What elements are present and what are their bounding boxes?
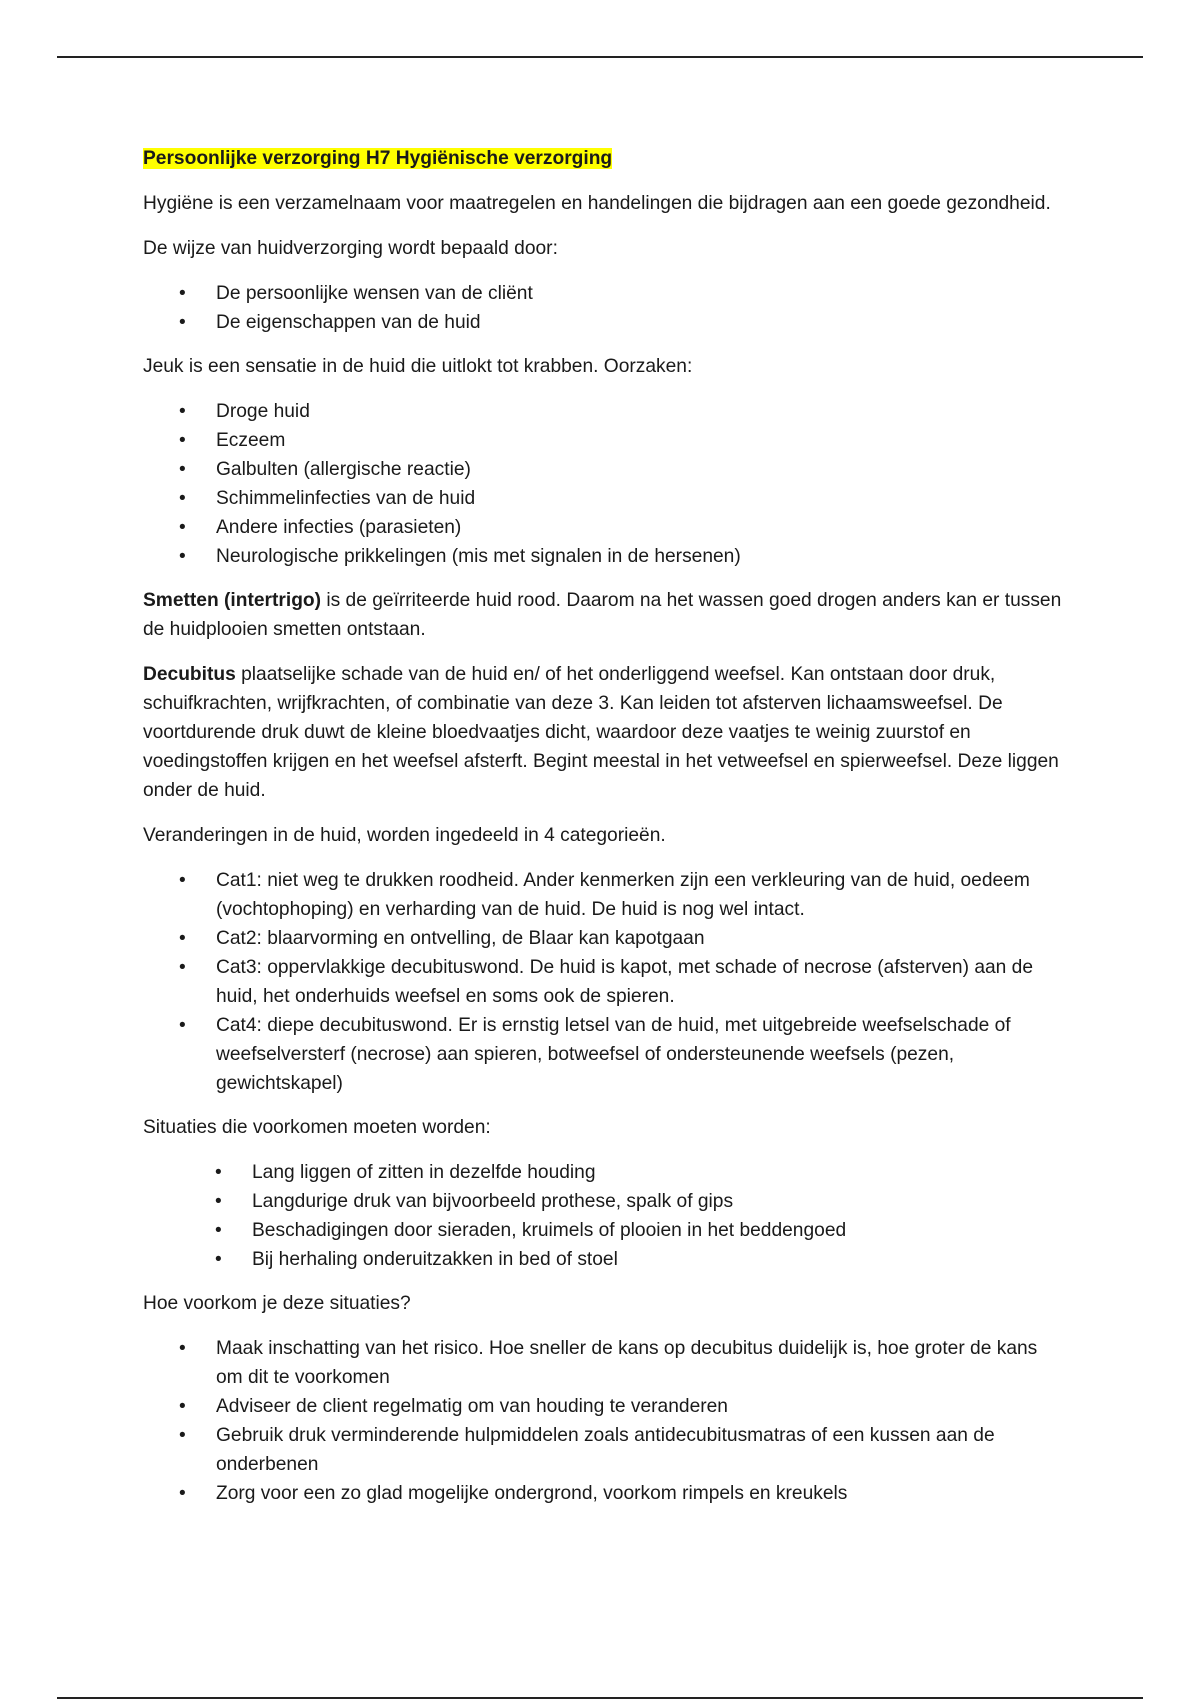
list-item: • Droge huid xyxy=(143,397,1063,426)
list-item: • De eigenschappen van de huid xyxy=(143,308,1063,337)
skincare-list xyxy=(143,279,1063,337)
document-title xyxy=(143,144,1063,173)
decubitus-term: Decubitus xyxy=(143,664,236,685)
itch-causes-list xyxy=(143,397,1063,571)
categories-list xyxy=(143,866,1063,1098)
avoid-heading: Situaties die voorkomen moeten worden: xyxy=(143,1117,491,1138)
list-item: • Schimmelinfecties van de huid xyxy=(143,484,1063,513)
list-item: • Adviseer de client regelmatig om van houding te veranderen xyxy=(143,1392,1063,1421)
document-body xyxy=(143,144,1063,1523)
title-highlight: Persoonlijke verzorging H7 Hygiënische verzorging xyxy=(143,148,613,169)
list-item: • Galbulten (allergische reactie) xyxy=(143,455,1063,484)
list-item: • Neurologische prikkelingen (mis met signalen in de hersenen) xyxy=(143,542,1063,571)
list-item: • Maak inschatting van het risico. Hoe sneller de kans op decubitus duidelijk is, hoe groter de kans om dit te voorkomen xyxy=(143,1334,1063,1392)
list-item: • Cat3: oppervlakkige decubituswond. De huid is kapot, met schade of necrose (afsterven) aan de huid, het onderhuids weefsel en soms ook de spieren. xyxy=(143,953,1063,1011)
list-item: • Lang liggen of zitten in dezelfde houding xyxy=(143,1158,1063,1187)
list-item: • Gebruik druk verminderende hulpmiddelen zoals antidecubitusmatras of een kussen aan de onderbenen xyxy=(143,1421,1063,1479)
avoid-list xyxy=(143,1158,1063,1274)
list-item: • Beschadigingen door sieraden, kruimels of plooien in het beddengoed xyxy=(143,1216,1063,1245)
intertrigo-paragraph xyxy=(143,586,1063,644)
list-item: • Zorg voor een zo glad mogelijke ondergrond, voorkom rimpels en kreukels xyxy=(143,1479,1063,1508)
prevent-list xyxy=(143,1334,1063,1508)
list-item: • Cat4: diepe decubituswond. Er is ernstig letsel van de huid, met uitgebreide weefselschade of weefselversterf (necrose) aan spieren, botweefsel of ondersteunende weefsels (pezen, gewichtskapel) xyxy=(143,1011,1063,1098)
categories-heading: Veranderingen in de huid, worden ingedeeld in 4 categorieën. xyxy=(143,825,666,846)
list-item: • Cat1: niet weg te drukken roodheid. Ander kenmerken zijn een verkleuring van de huid, oedeem (vochtophoping) en verharding van de huid. De huid is nog wel intact. xyxy=(143,866,1063,924)
decubitus-paragraph xyxy=(143,660,1063,805)
intertrigo-term: Smetten (intertrigo) xyxy=(143,590,322,611)
top-rule xyxy=(57,56,1143,58)
list-item: • Langdurige druk van bijvoorbeeld prothese, spalk of gips xyxy=(143,1187,1063,1216)
intertrigo-text: is de geïrriteerde huid rood. Daarom na het wassen goed drogen anders kan er tussen de huidplooien smetten ontstaan. xyxy=(143,590,1062,640)
decubitus-text: plaatselijke schade van de huid en/ of het onderliggend weefsel. Kan ontstaan door druk, schuifkrachten, wrijfkrachten, of combinatie van deze 3. Kan leiden tot afsterven lichaamsweefsel. De voortdurende druk duwt de kleine bloedvaatjes dicht, waardoor deze vaatjes te weinig zuurstof en voedingstoffen krijgen en het weefsel afsterft. Begint meestal in het vetweefsel en spierweefsel. Deze liggen onder de huid. xyxy=(143,664,1059,801)
itch-heading: Jeuk is een sensatie in de huid die uitlokt tot krabben. Oorzaken: xyxy=(143,356,693,377)
skincare-heading: De wijze van huidverzorging wordt bepaald door: xyxy=(143,238,558,259)
list-item: • Andere infecties (parasieten) xyxy=(143,513,1063,542)
list-item: • Cat2: blaarvorming en ontvelling, de Blaar kan kapotgaan xyxy=(143,924,1063,953)
intro-paragraph: Hygiëne is een verzamelnaam voor maatregelen en handelingen die bijdragen aan een goede gezondheid. xyxy=(143,193,1051,214)
list-item: • Bij herhaling onderuitzakken in bed of stoel xyxy=(143,1245,1063,1274)
bottom-rule xyxy=(57,1697,1143,1699)
prevent-heading: Hoe voorkom je deze situaties? xyxy=(143,1293,411,1314)
list-item: • De persoonlijke wensen van de cliënt xyxy=(143,279,1063,308)
list-item: • Eczeem xyxy=(143,426,1063,455)
